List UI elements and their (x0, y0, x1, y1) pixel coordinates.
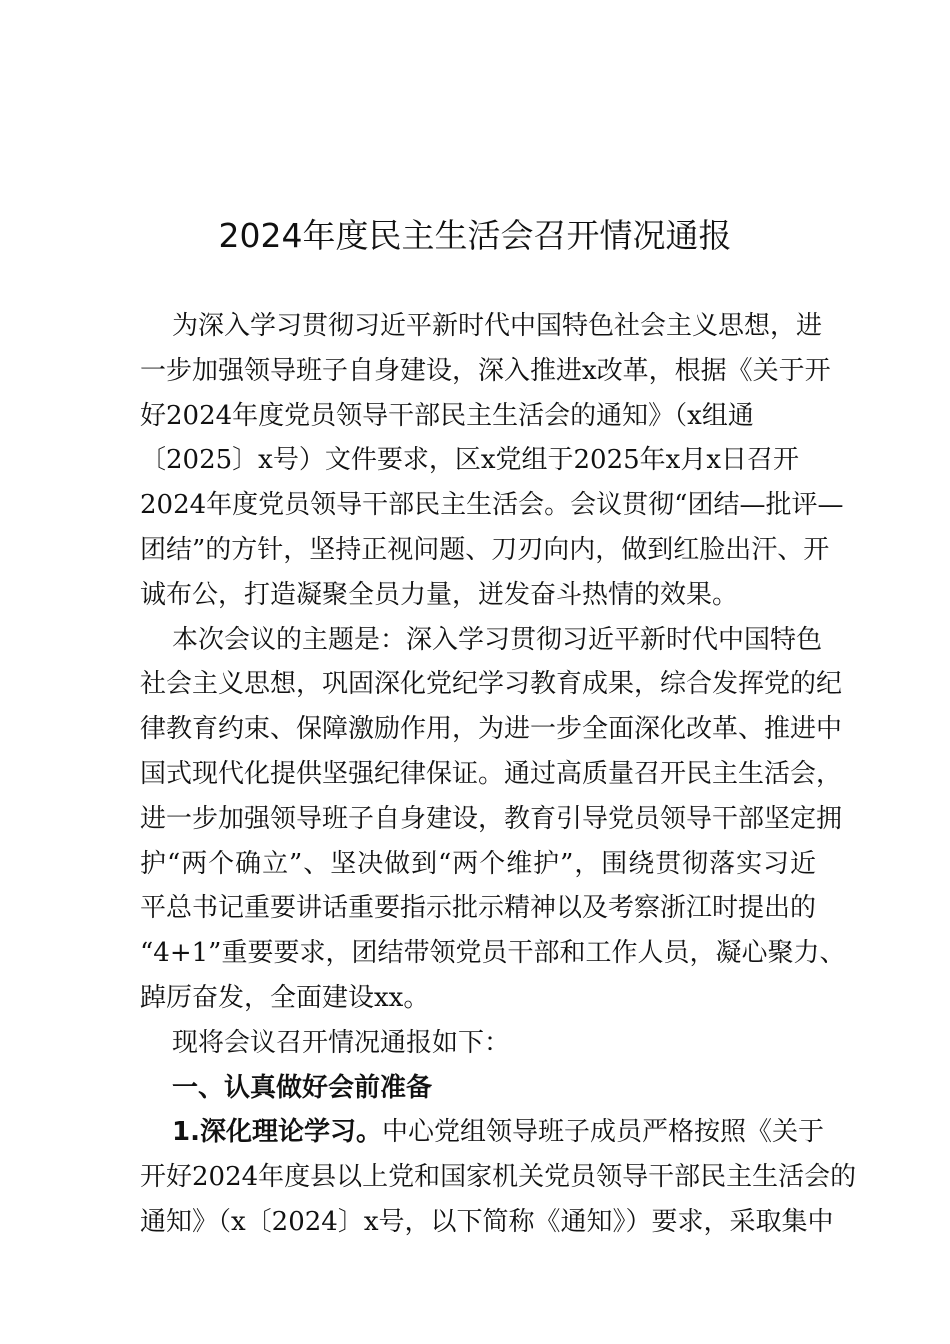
text-line: 〔2025〕x号）文件要求，区x党组于2025年x月x日召开 (140, 445, 799, 476)
text-line (140, 1110, 824, 1155)
text-line: 护“两个确立”、坚决做到“两个维护”，围绕贯彻落实习近 (140, 848, 816, 879)
text-line: 为深入学习贯彻习近平新时代中国特色社会主义思想，进 (172, 311, 823, 341)
text-line: 2024年度党员领导干部民主生活会。会议贯彻“团结—批评— (140, 490, 844, 521)
text-line: “4+1”重要要求，团结带领党员干部和工作人员，凝心聚力、 (140, 938, 846, 969)
text-line: 进一步加强领导班子自身建设，教育引导党员领导干部坚定拥 (140, 803, 843, 834)
text-line: 团结”的方针，坚持正视问题、刀刃向内，做到红脸出汗、开 (140, 534, 830, 565)
text-line: 开好2024年度县以上党和国家机关党员领导干部民主生活会的 (140, 1162, 857, 1193)
text-line: 通知》（x〔2024〕x号，以下简称《通知》）要求，采取集中 (140, 1206, 834, 1237)
paragraph-theme (140, 618, 846, 1021)
text-line: 一步加强领导班子自身建设，深入推进x改革，根据《关于开 (140, 355, 831, 386)
text-line: 平总书记重要讲话重要指示批示精神以及考察浙江时提出的 (140, 893, 817, 924)
paragraph-study (140, 1110, 857, 1244)
document-body (140, 304, 857, 1245)
section-heading: 一、认真做好会前准备 (172, 1072, 433, 1103)
text-line: 本次会议的主题是：深入学习贯彻习近平新时代中国特色 (172, 624, 823, 655)
subsection-lead: 1.深化理论学习。 (172, 1117, 382, 1148)
text-line: 现将会议召开情况通报如下： (172, 1027, 511, 1058)
text-line: 诚布公，打造凝聚全员力量，迸发奋斗热情的效果。 (140, 579, 739, 610)
text-run: 中心党组领导班子成员严格按照《关于 (381, 1117, 824, 1148)
text-line: 律教育约束、保障激励作用，为进一步全面深化改革、推进中 (140, 714, 843, 745)
text-line: 好2024年度党员领导干部民主生活会的通知》（x组通 (140, 400, 754, 431)
text-line: 国式现代化提供坚强纪律保证。通过高质量召开民主生活会， (140, 758, 843, 789)
document-title: 2024年度民主生活会召开情况通报 (218, 216, 732, 255)
text-line: 踔厉奋发，全面建设xx。 (140, 982, 430, 1013)
text-line: 社会主义思想，巩固深化党纪学习教育成果，综合发挥党的纪 (140, 669, 843, 700)
paragraph-transition (140, 1021, 816, 1066)
paragraph-intro (140, 304, 844, 618)
